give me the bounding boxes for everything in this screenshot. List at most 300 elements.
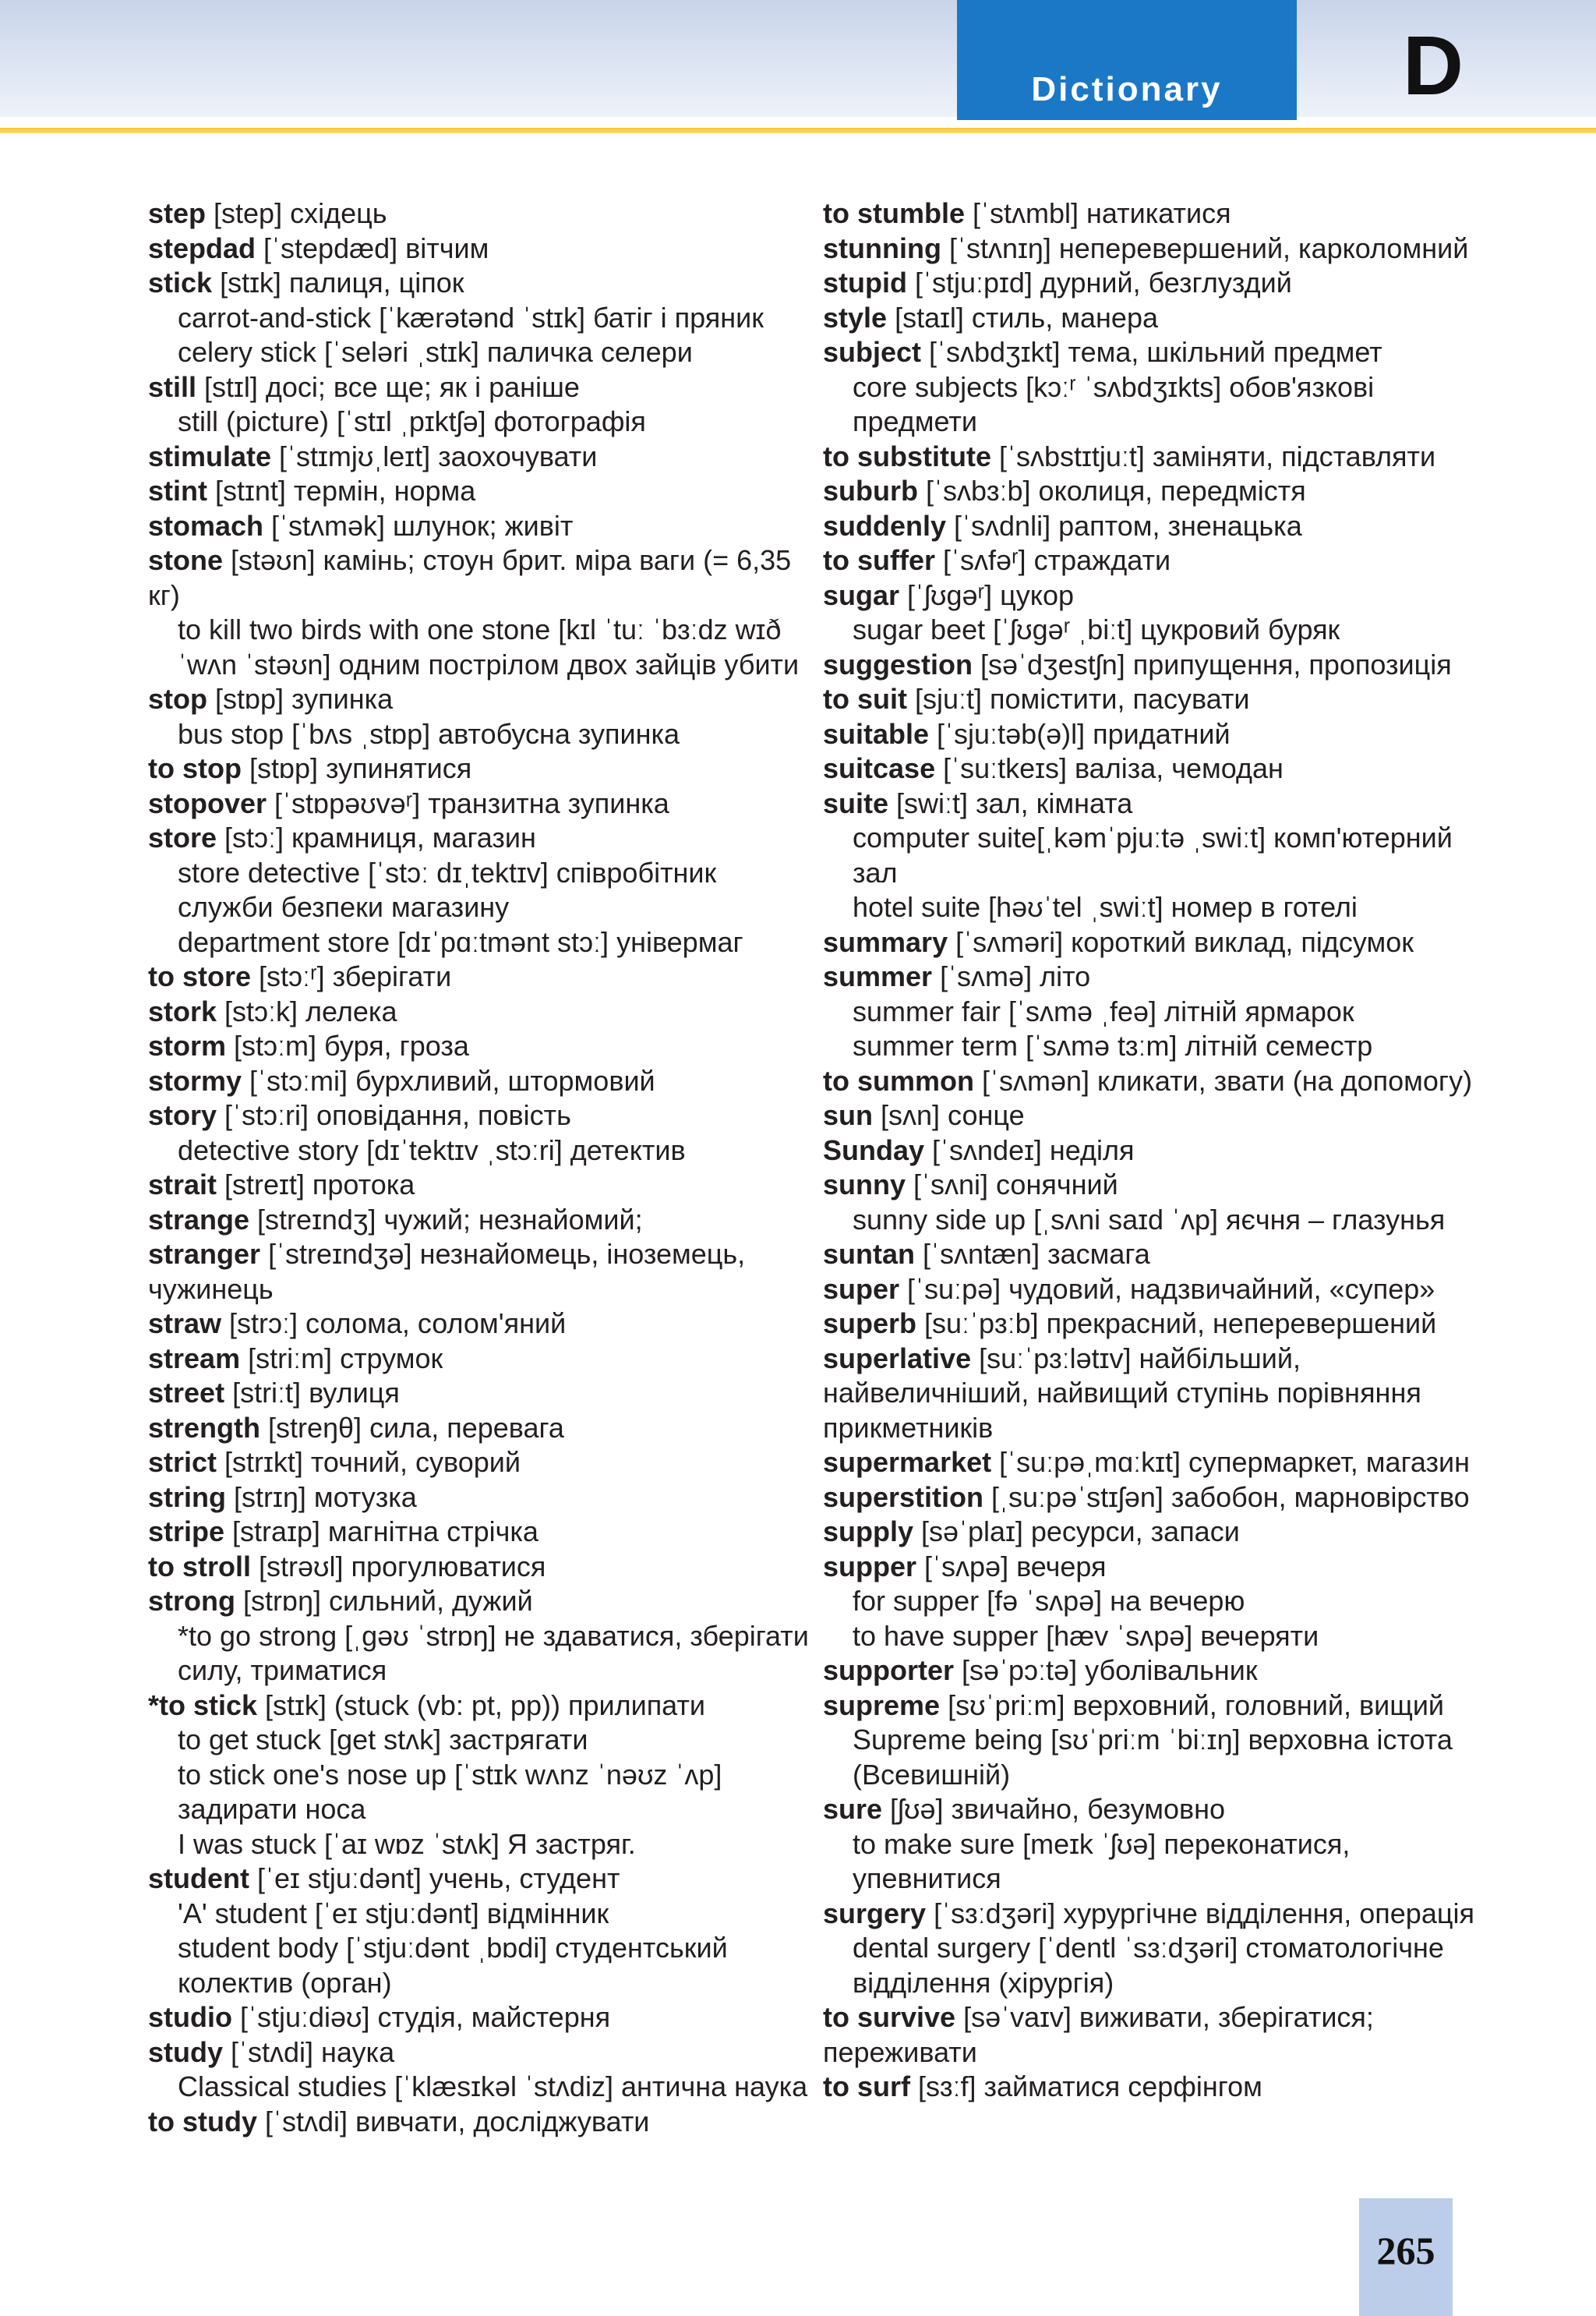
headword: to survive — [823, 2001, 956, 2033]
headword: to store — [148, 960, 252, 992]
dictionary-entry-line — [823, 196, 1524, 232]
dictionary-entry-line — [148, 1550, 818, 1585]
dictionary-entry-line — [148, 1758, 818, 1793]
headword: stone — [148, 544, 224, 576]
dictionary-entry-line — [148, 1897, 818, 1932]
dictionary-entry-line — [148, 1792, 818, 1827]
entry-text: чужинець — [148, 1272, 274, 1305]
headword: stepdad — [148, 232, 256, 264]
entry-text: dental surgery [ˈdentl ˈsɜːdʒəri] стоматологічне — [853, 1932, 1444, 1964]
entry-text: [ˈsʌpə] вечеря — [916, 1550, 1107, 1582]
entry-text: [strɔː] солома, солом'яний — [221, 1307, 567, 1339]
headword: superlative — [823, 1342, 972, 1374]
dictionary-entry-line — [823, 717, 1524, 752]
dictionary-entry-line — [148, 856, 818, 891]
entry-text: department store [dɪˈpɑːtmənt stɔː] універмаг — [178, 925, 743, 958]
entry-text: [strɒŋ] сильний, дужий — [235, 1585, 533, 1617]
header-rule — [0, 128, 1596, 133]
entry-text: I was stuck [ˈaɪ wɒz ˈstʌk] Я застряг. — [178, 1827, 636, 1860]
dictionary-entry-line — [148, 440, 818, 475]
entry-text: зал — [853, 856, 898, 889]
dictionary-entry-line — [823, 474, 1524, 509]
entry-text: [stɒp] зупинятися — [241, 752, 472, 784]
headword: to suit — [823, 683, 907, 715]
entry-text: [sʌn] сонце — [873, 1099, 1025, 1131]
dictionary-entry-line — [148, 821, 818, 856]
dictionary-entry-line — [823, 1029, 1524, 1064]
entry-text: sunny side up [ˌsʌni saɪd ˈʌp] яєчня – глазунья — [853, 1203, 1446, 1236]
entry-text: [ˈstʌmək] шлунок; живіт — [263, 509, 574, 542]
dictionary-entry-line — [823, 925, 1524, 960]
dictionary-entry-line — [823, 1307, 1524, 1342]
entry-text: [ˈsʌfəʳ] страждати — [935, 544, 1171, 576]
entry-text: carrot-and-stick [ˈkærətənd ˈstɪk] батіг і пряник — [178, 301, 764, 334]
dictionary-entry-line — [148, 232, 818, 267]
dictionary-entry-line — [823, 1653, 1524, 1688]
entry-text: [ˈstɪmjʊˌleɪt] заохочувати — [271, 440, 598, 472]
entry-text: [ˈsʌndeɪ] неділя — [924, 1133, 1135, 1166]
dictionary-entry-line — [148, 1168, 818, 1203]
entry-text: to kill two birds with one stone [kɪl ˈtuː ˈbɜːdz wɪð — [178, 613, 782, 645]
dictionary-entry-line — [823, 1619, 1524, 1654]
dictionary-entry-line — [148, 1480, 818, 1515]
dictionary-entry-line — [823, 578, 1524, 613]
entry-text: [swiːt] зал, кімната — [888, 787, 1133, 819]
dictionary-entry-line — [148, 196, 818, 232]
headword: to substitute — [823, 440, 991, 472]
headword: supply — [823, 1515, 914, 1547]
entry-text: [ˈstjuːdiəʊ] студія, майстерня — [231, 2001, 611, 2033]
headword: sun — [823, 1099, 874, 1131]
entry-text: [streɪndʒ] чужий; незнайомий; — [249, 1203, 643, 1236]
headword: to surf — [823, 2070, 910, 2102]
entry-text: [striːm] струмок — [240, 1342, 443, 1374]
dictionary-entry-line — [148, 1653, 818, 1688]
dictionary-entry-line — [823, 960, 1524, 995]
entry-text: to make sure [meɪk ˈʃʊə] переконатися, — [853, 1827, 1351, 1860]
dictionary-entry-line — [148, 578, 818, 613]
dictionary-entry-line — [823, 787, 1524, 822]
entry-text: найвеличніший, найвищий ступінь порівняння — [823, 1377, 1421, 1409]
dictionary-entry-line — [148, 787, 818, 822]
dictionary-entry-line — [148, 370, 818, 405]
entry-text: [səˈpɔːtə] уболівальник — [954, 1654, 1258, 1686]
dictionary-entry-line — [148, 1411, 818, 1446]
dictionary-entry-line — [823, 440, 1524, 475]
headword: suggestion — [823, 648, 973, 681]
dictionary-entry-line — [148, 995, 818, 1030]
dictionary-entry-line — [823, 1758, 1524, 1793]
entry-text: [səˈvaɪv] виживати, зберігатися; — [955, 2001, 1374, 2033]
entry-text: [ˈsʌməri] короткий виклад, підсумок — [948, 925, 1414, 958]
headword: suitable — [823, 717, 930, 750]
headword: stream — [148, 1342, 241, 1374]
entry-text: [səˈdʒestʃn] припущення, пропозиція — [973, 648, 1452, 681]
entry-text: hotel suite [həʊˈtel ˌswiːt] номер в готелі — [853, 891, 1358, 923]
dictionary-entry-line — [148, 335, 818, 370]
entry-text: still (picture) [ˈstɪl ˌpɪktʃə] фотографія — [178, 405, 646, 437]
entry-text: [ˈstʌnɪŋ] неперевершений, карколомний — [941, 232, 1469, 264]
dictionary-entry-line — [823, 1445, 1524, 1480]
dictionary-entry-line — [823, 1168, 1524, 1203]
headword: stork — [148, 995, 217, 1027]
entry-text: [streɪt] протока — [217, 1169, 415, 1200]
entry-text: задирати носа — [178, 1793, 366, 1825]
section-tab — [957, 0, 1297, 120]
entry-text: відділення (хірургія) — [853, 1966, 1114, 1999]
page-number-box — [1359, 2198, 1453, 2316]
dictionary-entry-line — [823, 2035, 1524, 2070]
entry-text: [ˈsʌdnli] раптом, зненацька — [946, 509, 1302, 542]
entry-text: summer term [ˈsʌmə tɜːm] літній семестр — [853, 1030, 1373, 1062]
dictionary-entry-line — [148, 1029, 818, 1064]
dictionary-entry-line — [823, 266, 1524, 301]
headword: summary — [823, 925, 948, 958]
dictionary-entry-line — [823, 890, 1524, 925]
entry-text: [ˈsʌbɜːb] околиця, передмістя — [918, 475, 1306, 507]
entry-text: [ˈstʌdi] наука — [223, 2035, 395, 2068]
entry-text: [stɔːm] буря, гроза — [226, 1030, 469, 1062]
headword: subject — [823, 336, 922, 368]
headword: stop — [148, 683, 207, 715]
headword: superb — [823, 1307, 917, 1339]
entry-text: [striːt] вулиця — [224, 1377, 400, 1409]
dictionary-entry-line — [148, 2070, 818, 2105]
entry-text: [stɔːʳ] зберігати — [251, 960, 452, 992]
headword: to stumble — [823, 197, 966, 229]
dictionary-entry-line — [148, 1098, 818, 1133]
dictionary-entry-line — [823, 1376, 1524, 1411]
dictionary-entry-line — [148, 1376, 818, 1411]
headword: to suffer — [823, 544, 935, 576]
headword: strong — [148, 1585, 235, 1617]
headword: student — [148, 1862, 249, 1894]
headword: stormy — [148, 1064, 242, 1097]
entry-text: [ˈstɔːmi] бурхливий, штормовий — [242, 1064, 655, 1097]
entry-text: [səˈplaɪ] ресурси, запаси — [913, 1515, 1240, 1547]
dictionary-entry-line — [823, 856, 1524, 891]
entry-text: *to go strong [ˌgəʊ ˈstrɒŋ] не здаватися, зберігати — [178, 1619, 809, 1652]
headword: to summon — [823, 1064, 974, 1097]
entry-text: [stɔː] крамниця, магазин — [217, 822, 536, 854]
entry-text: [ˈsʌmə] літо — [932, 960, 1091, 992]
dictionary-entry-line — [823, 301, 1524, 336]
dictionary-entry-line — [823, 1064, 1524, 1099]
entry-text: предмети — [853, 405, 977, 437]
headword: superstition — [823, 1480, 984, 1513]
entry-text: [ˈsjuːtəb(ə)l] придатний — [929, 717, 1231, 750]
headword: Sunday — [823, 1133, 925, 1166]
entry-text: student body [ˈstjuːdənt ˌbɒdi] студентський — [178, 1932, 728, 1964]
dictionary-entry-line — [823, 1133, 1524, 1169]
dictionary-entry-line — [823, 335, 1524, 370]
dictionary-entry-line — [823, 995, 1524, 1030]
dictionary-entry-line — [823, 543, 1524, 578]
dictionary-entry-line — [148, 1723, 818, 1758]
headword: stomach — [148, 509, 264, 542]
dictionary-entry-line — [823, 1411, 1524, 1446]
entry-text: [stɪl] досі; все ще; як і раніше — [196, 370, 580, 403]
entry-text: summer fair [ˈsʌmə ˌfeə] літній ярмарок — [853, 995, 1354, 1027]
section-title: Dictionary — [1031, 70, 1223, 108]
entry-text: силу, триматися — [178, 1654, 387, 1686]
entry-text: [suːˈpɜːb] прекрасний, неперевершений — [916, 1307, 1437, 1339]
entry-text: [step] східець — [206, 197, 387, 229]
dictionary-entry-line — [148, 1688, 818, 1724]
entry-text: [ˈsʌbdʒɪkt] тема, шкільний предмет — [921, 336, 1382, 368]
dictionary-entry-line — [823, 751, 1524, 787]
dictionary-entry-line — [148, 543, 818, 578]
dictionary-entry-line — [148, 509, 818, 544]
headword: strange — [148, 1203, 250, 1236]
entry-text: [staɪl] стиль, манера — [887, 301, 1158, 334]
dictionary-entry-line — [148, 405, 818, 440]
header-band — [0, 0, 1596, 117]
dictionary-entry-line — [148, 301, 818, 336]
entry-text: bus stop [ˈbʌs ˌstɒp] автобусна зупинка — [178, 717, 680, 750]
dictionary-entry-line — [823, 509, 1524, 544]
headword: suite — [823, 787, 889, 819]
headword: sugar — [823, 578, 900, 611]
dictionary-entry-line — [823, 821, 1524, 856]
headword: super — [823, 1272, 900, 1305]
entry-text: [stɪk] (stuck (vb: pt, pp)) прилипати — [257, 1688, 706, 1721]
entry-text: [streŋθ] сила, перевага — [260, 1411, 564, 1444]
dictionary-entry-line — [148, 751, 818, 787]
dictionary-entry-line — [823, 648, 1524, 683]
entry-text: detective story [dɪˈtektɪv ˌstɔːri] детектив — [178, 1133, 686, 1166]
entry-text: [strɪŋ] мотузка — [226, 1480, 417, 1513]
dictionary-entry-line — [148, 1133, 818, 1169]
entry-text: [stɒp] зупинка — [207, 683, 394, 715]
entry-text: [stəʊn] камінь; стоун брит. міра ваги (= 6,35 — [223, 544, 792, 576]
entry-text: [ˈsʌmən] кликати, звати (на допомогу) — [974, 1064, 1473, 1097]
dictionary-entry-line — [823, 1827, 1524, 1862]
headword: sure — [823, 1793, 883, 1825]
headword: to study — [148, 2105, 257, 2137]
dictionary-entry-line — [823, 1550, 1524, 1585]
entry-text: [ˈstɔːri] оповідання, повість — [217, 1099, 571, 1131]
headword: strict — [148, 1446, 217, 1478]
entry-text: прикметників — [823, 1411, 994, 1444]
headword: straw — [148, 1307, 222, 1339]
headword: supermarket — [823, 1446, 992, 1478]
entry-text: for supper [fə ˈsʌpə] на вечерю — [853, 1585, 1245, 1617]
headword: suntan — [823, 1238, 916, 1270]
entry-text: [ˈsuːpə] чудовий, надзвичайний, «супер» — [899, 1272, 1435, 1305]
left-column — [148, 196, 818, 2139]
dictionary-entry-line — [823, 1237, 1524, 1272]
headword: supporter — [823, 1654, 955, 1686]
entry-text: [ˈstepdæd] вітчим — [256, 232, 489, 264]
entry-text: упевнитися — [853, 1862, 1001, 1894]
entry-text: [stɪnt] термін, норма — [207, 475, 476, 507]
entry-text: [stɔːk] лелека — [217, 995, 397, 1027]
entry-text: колектив (орган) — [178, 1966, 392, 1999]
entry-text: [ˈsɜːdʒəri] хурургічне відділення, операція — [926, 1897, 1474, 1929]
headword: studio — [148, 2001, 232, 2033]
dictionary-entry-line — [148, 1966, 818, 2001]
headword: step — [148, 197, 207, 229]
entry-text: [sɜːf] займатися серфінгом — [910, 2070, 1262, 2102]
dictionary-entry-line — [148, 960, 818, 995]
headword: to stop — [148, 752, 242, 784]
headword: string — [148, 1480, 227, 1513]
headword: storm — [148, 1030, 227, 1062]
dictionary-entry-line — [823, 1862, 1524, 1897]
dictionary-entry-line — [148, 1584, 818, 1619]
headword: *to stick — [148, 1688, 258, 1721]
headword: stupid — [823, 267, 907, 299]
headword: to stroll — [148, 1550, 251, 1582]
dictionary-entry-line — [148, 2105, 818, 2140]
headword: still — [148, 370, 197, 403]
dictionary-entry-line — [823, 1272, 1524, 1307]
headword: supreme — [823, 1688, 941, 1721]
dictionary-entry-line — [823, 1480, 1524, 1515]
headword: style — [823, 301, 888, 334]
entry-text: (Всевишній) — [853, 1758, 1011, 1791]
dictionary-entry-line — [823, 1792, 1524, 1827]
entry-text: sugar beet [ˈʃʊgəʳ ˌbiːt] цукровий буряк — [853, 613, 1340, 645]
dictionary-entry-line — [148, 925, 818, 960]
entry-text: core subjects [kɔːʳ ˈsʌbdʒɪkts] обов'язкові — [853, 370, 1375, 403]
headword: sunny — [823, 1169, 906, 1200]
entry-text: [straɪp] магнітна стрічка — [224, 1515, 538, 1547]
dictionary-entry-line — [148, 2035, 818, 2070]
headword: suburb — [823, 475, 918, 507]
entry-text: служби безпеки магазину — [178, 891, 510, 923]
entry-text: [strəʊl] прогулюватися — [251, 1550, 546, 1582]
dictionary-entry-line — [148, 1203, 818, 1238]
dictionary-entry-line — [148, 1862, 818, 1897]
dictionary-entry-line — [823, 370, 1524, 405]
headword: strength — [148, 1411, 260, 1444]
dictionary-entry-line — [823, 1897, 1524, 1932]
entry-text: [ˈsʌntæn] засмага — [915, 1238, 1150, 1270]
dictionary-entry-line — [148, 1342, 818, 1377]
dictionary-entry-line — [823, 1723, 1524, 1758]
dictionary-entry-line — [823, 1584, 1524, 1619]
headword: street — [148, 1377, 225, 1409]
dictionary-entry-line — [148, 2000, 818, 2035]
entry-text: [ˈsuːpəˌmɑːkɪt] супермаркет, магазин — [991, 1446, 1471, 1478]
dictionary-entry-line — [823, 1203, 1524, 1238]
headword: strait — [148, 1169, 217, 1200]
section-letter: D — [1403, 18, 1464, 112]
headword: stopover — [148, 787, 267, 819]
dictionary-entry-line — [148, 1445, 818, 1480]
entry-text: кг) — [148, 578, 180, 611]
dictionary-entry-line — [148, 266, 818, 301]
headword: study — [148, 2035, 224, 2068]
headword: suitcase — [823, 752, 936, 784]
dictionary-entry-line — [148, 1237, 818, 1272]
page-number: 265 — [1376, 2229, 1435, 2272]
entry-text: [ˈsuːtkeɪs] валіза, чемодан — [935, 752, 1284, 784]
entry-text: [ʃʊə] звичайно, безумовно — [882, 1793, 1226, 1825]
dictionary-entry-line — [148, 648, 818, 683]
dictionary-entry-line — [148, 1064, 818, 1099]
dictionary-entry-line — [823, 1515, 1524, 1550]
entry-text: переживати — [823, 2035, 977, 2068]
entry-text: Supreme being [sʊˈpriːm ˈbiːɪŋ] верховна істота — [853, 1724, 1453, 1756]
dictionary-entry-line — [148, 1272, 818, 1307]
entry-text: computer suite[ˌkəmˈpjuːtə ˌswiːt] комп'ютерний — [853, 822, 1453, 854]
entry-text: Classical studies [ˈklæsɪkəl ˈstʌdiz] антична наука — [178, 2070, 808, 2102]
headword: stripe — [148, 1515, 225, 1547]
headword: suddenly — [823, 509, 947, 542]
headword: stranger — [148, 1238, 261, 1270]
dictionary-entry-line — [823, 1688, 1524, 1724]
entry-text: [suːˈpɜːlətɪv] найбільший, — [971, 1342, 1301, 1374]
dictionary-entry-line — [148, 682, 818, 717]
headword: story — [148, 1099, 217, 1131]
dictionary-entry-line — [148, 1307, 818, 1342]
entry-text: to have supper [hæv ˈsʌpə] вечеряти — [853, 1619, 1319, 1652]
headword: stick — [148, 267, 213, 299]
dictionary-entry-line — [148, 613, 818, 648]
entry-text: celery stick [ˈseləri ˌstɪk] паличка селери — [178, 336, 693, 368]
entry-text: [ˈsʌni] сонячний — [906, 1169, 1118, 1200]
entry-text: [stɪk] палиця, ціпок — [212, 267, 464, 299]
entry-text: to get stuck [get stʌk] застрягати — [178, 1724, 588, 1756]
entry-text: [strɪkt] точний, суворий — [217, 1446, 521, 1478]
dictionary-entry-line — [148, 474, 818, 509]
dictionary-entry-line — [823, 1342, 1524, 1377]
dictionary-entry-line — [823, 2070, 1524, 2105]
headword: supper — [823, 1550, 917, 1582]
entry-text: ˈwʌn ˈstəʊn] одним пострілом двох зайців убити — [178, 648, 800, 681]
dictionary-entry-line — [148, 1931, 818, 1966]
entry-text: [sʊˈpriːm] верховний, головний, вищий — [940, 1688, 1445, 1721]
headword: stunning — [823, 232, 941, 264]
dictionary-entry-line — [823, 1931, 1524, 1966]
right-column — [823, 196, 1524, 2105]
entry-text: [ˈstɒpəʊvəʳ] транзитна зупинка — [267, 787, 669, 819]
dictionary-entry-line — [148, 1827, 818, 1862]
dictionary-entry-line — [148, 717, 818, 752]
entry-text: [sjuːt] помістити, пасувати — [906, 683, 1250, 715]
entry-text: [ˈsʌbstɪtjuːt] заміняти, підставляти — [990, 440, 1436, 472]
headword: summer — [823, 960, 933, 992]
dictionary-entry-line — [823, 232, 1524, 267]
entry-text: store detective [ˈstɔː dɪˌtektɪv] співробітник — [178, 856, 717, 889]
entry-text: [ˈstʌdi] вивчати, досліджувати — [257, 2105, 650, 2137]
dictionary-entry-line — [823, 405, 1524, 440]
headword: surgery — [823, 1897, 927, 1929]
headword: stimulate — [148, 440, 272, 472]
entry-text: [ˌsuːpəˈstɪʃən] забобон, марновірство — [983, 1480, 1470, 1513]
entry-text: to stick one's nose up [ˈstɪk wʌnz ˈnəʊz ˈʌp] — [178, 1758, 722, 1791]
dictionary-entry-line — [148, 890, 818, 925]
dictionary-entry-line — [823, 682, 1524, 717]
entry-text: [ˈstjuːpɪd] дурний, безглуздий — [906, 267, 1292, 299]
dictionary-entry-line — [823, 1098, 1524, 1133]
entry-text: 'A' student [ˈeɪ stjuːdənt] відмінник — [178, 1897, 609, 1929]
dictionary-entry-line — [823, 2000, 1524, 2035]
entry-text: [ˈstreɪndʒə] незнайомець, іноземець, — [260, 1238, 746, 1270]
entry-text: [ˈʃʊgəʳ] цукор — [899, 578, 1074, 611]
entry-text: [ˈeɪ stjuːdənt] учень, студент — [249, 1862, 620, 1894]
dictionary-entry-line — [823, 613, 1524, 648]
dictionary-entry-line — [148, 1515, 818, 1550]
dictionary-entry-line — [823, 1966, 1524, 2001]
headword: store — [148, 822, 217, 854]
headword: stint — [148, 475, 207, 507]
dictionary-entry-line — [148, 1619, 818, 1654]
entry-text: [ˈstʌmbl] натикатися — [965, 197, 1231, 229]
